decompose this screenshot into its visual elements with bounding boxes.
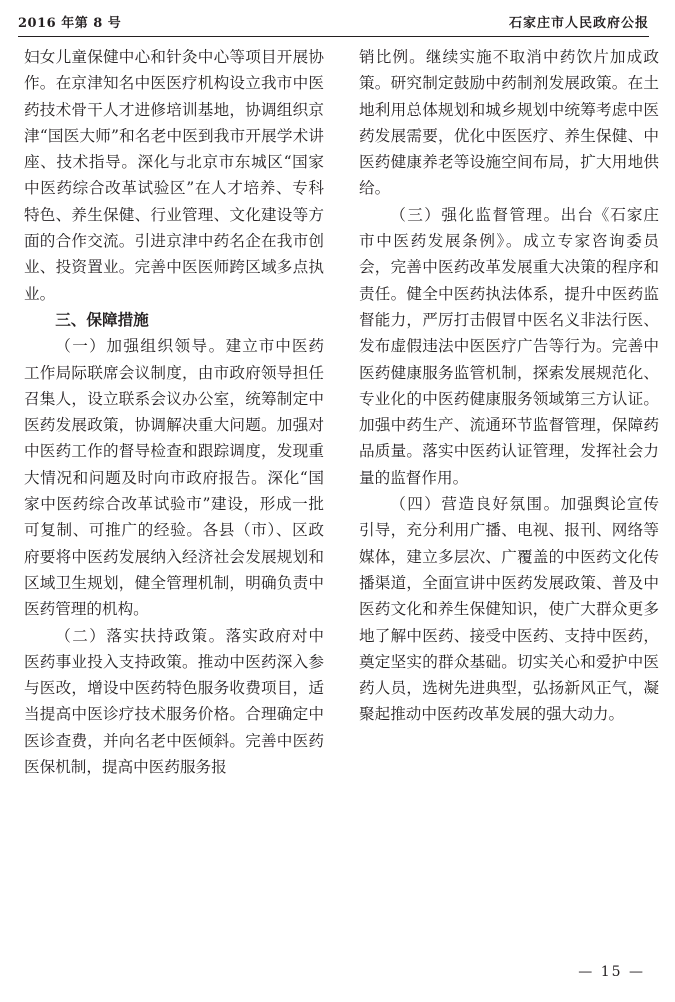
issue-label: 2016 年第 8 号 [18, 16, 122, 31]
section-heading: 三、保障措施 [55, 310, 149, 329]
paragraph-atmosphere [359, 491, 659, 728]
page-number: — 15 — [578, 964, 645, 980]
paragraph-body: 建立市中医药工作局际联席会议制度，由市政府领导担任召集人，设立联系会议办公室，统筹制定中医药发展政策，协调解决重大问题。加强对中医药工作的督导检查和跟踪调度，发现重大情况和问题及时向市政府报告。深化“国家中医药综合改革试验市”建设，形成一批可复制、可推广的经验。各县（市）、区政府要将中医药发展纳入经济社会发展规划和区域卫生规划，健全管理机制，明确负责中医药管理的机构。 [24, 337, 324, 619]
paragraph-lead: （三）强化监督管理。 [390, 205, 561, 224]
paragraph-organization [24, 333, 324, 622]
right-column [359, 44, 659, 728]
page-header [18, 8, 649, 37]
paragraph-body: 落实政府对中医药事业投入支持政策。推动中医药深入参与医改，增设中医药特色服务收费项目，适当提高中医诊疗技术服务价格。合理确定中医诊查费，并向名老中医倾斜。完善中医药医保机制，提高中医药服务报 [24, 626, 324, 777]
publication-title: 石家庄市人民政府公报 [508, 16, 649, 31]
paragraph-lead: （二）落实扶持政策。 [55, 626, 226, 645]
paragraph-policy [24, 623, 324, 781]
paragraph-body: 出台《石家庄市中医药发展条例》。成立专家咨询委员会，完善中医药改革发展重大决策的程序和责任。健全中医药执法体系，提升中医药监督能力，严厉打击假冒中医名义非法行医、发布虚假违法中医医疗广告等行为。完善中医药健康服务监管机制，探索发展规范化、专业化的中医药健康服务领域第三方认证。加强中药生产、流通环节监督管理，保障药品质量。落实中医药认证管理，发挥社会力量的监督作用。 [359, 205, 659, 487]
paragraph-body: 加强舆论宣传引导，充分利用广播、电视、报刊、网络等媒体，建立多层次、广覆盖的中医药文化传播渠道，全面宣讲中医药发展政策、普及中医药文化和养生保健知识，使广大群众更多地了解中医药、接受中医药、支持中医药，奠定坚实的群众基础。切实关心和爱护中医药人员，选树先进典型，弘扬新风正气，凝聚起推动中医药改革发展的强大动力。 [359, 495, 659, 724]
paragraph-continued: 销比例。继续实施不取消中药饮片加成政策。研究制定鼓励中药制剂发展政策。在土地利用总体规划和城乡规划中统筹考虑中医药发展需要，优化中医医疗、养生保健、中医药健康养老等设施空间布局，扩大用地供给。 [359, 48, 659, 198]
paragraph-lead: （四）营造良好氛围。 [390, 495, 561, 514]
paragraph-continued: 妇女儿童保健中心和针灸中心等项目开展协作。在京津知名中医医疗机构设立我市中医药技术骨干人才进修培训基地，协调组织京津“国医大师”和名老中医到我市开展学术讲座、技术指导。深化与北京市东城区“国家中医药综合改革试验区”在人才培养、专科特色、养生保健、行业管理、文化建设等方面的合作交流。引进京津中药名企在我市创业、投资置业。完善中医医师跨区域多点执业。 [24, 48, 324, 303]
paragraph-lead: （一）加强组织领导。 [55, 337, 226, 356]
left-column [24, 44, 324, 780]
paragraph-supervision [359, 202, 659, 491]
